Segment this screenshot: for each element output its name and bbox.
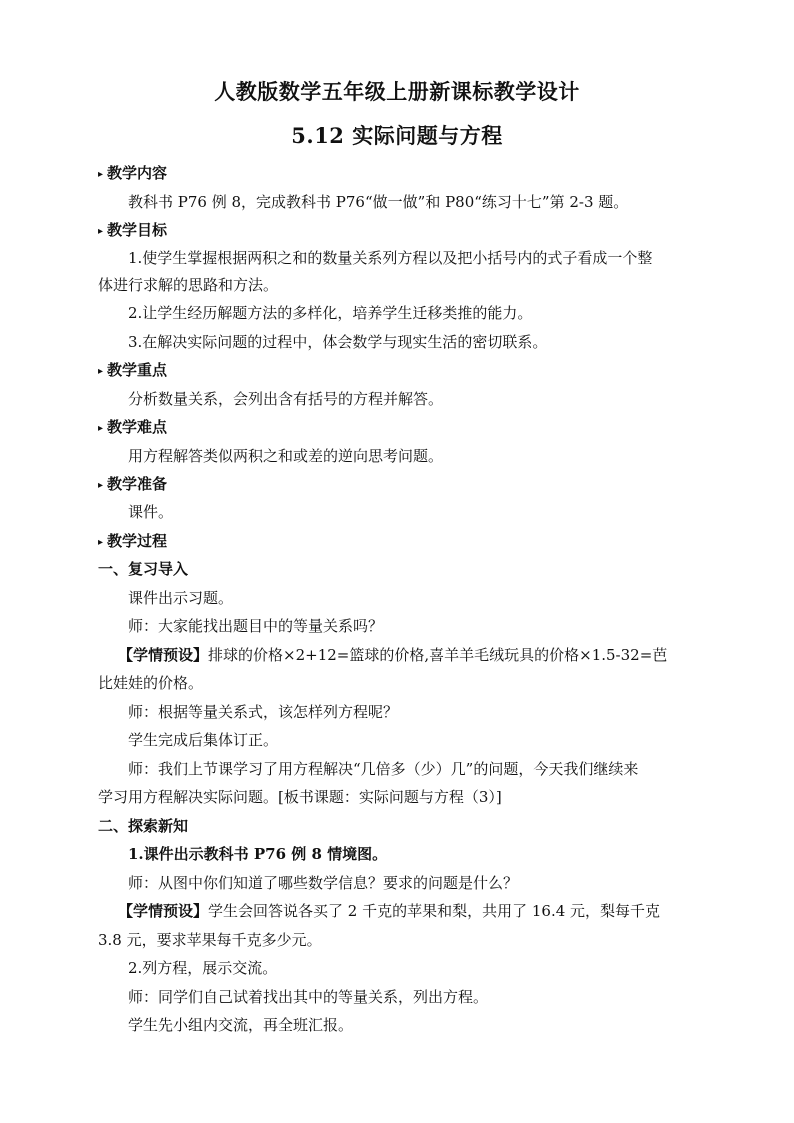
section-heading-process [98,531,698,553]
heading-text: 教学难点 [107,418,168,436]
difficult-text: 用方程解答类似两积之和或差的逆向思考问题。 [128,447,444,465]
part-1-line: 课件出示习题。 [128,589,234,607]
section-heading-key [98,360,698,382]
part-1-line: 师：根据等量关系式，该怎样列方程呢？ [128,703,399,721]
section-heading-prep [98,474,698,496]
section-heading-content [98,163,698,185]
preset-text: 排球的价格×2+12=篮球的价格,喜羊羊毛绒玩具的价格×1.5-32=芭 [208,646,668,664]
part-2-line: 师：从图中你们知道了哪些数学信息？要求的问题是什么？ [128,874,519,892]
part-1-line: 学生完成后集体订正。 [128,731,279,749]
section-heading-goals [98,220,698,242]
goal-1-line-2: 体进行求解的思路和方法。 [98,276,279,294]
triangle-bullet-icon: ▸ [98,423,104,434]
part-2-line: 2.列方程，展示交流。 [128,959,278,977]
part-2-subheading: 1.课件出示教科书 P76 例 8 情境图。 [128,845,388,863]
preset-tag: 【学情预设】 [118,646,209,664]
triangle-bullet-icon: ▸ [98,537,104,548]
part-2-heading: 二、探索新知 [98,817,189,835]
part-1-preset-line [118,645,698,665]
heading-text: 教学目标 [107,221,168,239]
triangle-bullet-icon: ▸ [98,226,104,237]
part-1-heading: 一、复习导入 [98,560,189,578]
preset-tag: 【学情预设】 [118,902,209,920]
part-2-line: 学生先小组内交流，再全班汇报。 [128,1016,354,1034]
goal-3: 3.在解决实际问题的过程中，体会数学与现实生活的密切联系。 [128,333,548,351]
key-text: 分析数量关系，会列出含有括号的方程并解答。 [128,390,444,408]
part-2-line: 师：同学们自己试着找出其中的等量关系，列出方程。 [128,988,489,1006]
section-heading-difficult [98,417,698,439]
heading-text: 教学重点 [107,361,168,379]
preset-text: 学生会回答说各买了 2 千克的苹果和梨，共用了 16.4 元，梨每千克 [208,902,661,920]
prep-text: 课件。 [128,503,174,521]
heading-text: 教学准备 [107,475,168,493]
heading-text: 教学过程 [107,532,168,550]
goal-2: 2.让学生经历解题方法的多样化，培养学生迁移类推的能力。 [128,304,533,322]
part-2-line: 3.8 元，要求苹果每千克多少元。 [98,931,322,949]
lesson-subtitle: 5.12 实际问题与方程 [291,123,503,148]
goal-1-line-1: 1.使学生掌握根据两积之和的数量关系列方程以及把小括号内的式子看成一个整 [128,249,653,267]
content-text: 教科书 P76 例 8，完成教科书 P76“做一做”和 P80“练习十七”第 2-3 题。 [128,193,629,211]
triangle-bullet-icon: ▸ [98,169,104,180]
part-1-line: 比娃娃的价格。 [98,674,204,692]
heading-text: 教学内容 [107,164,168,182]
part-1-line: 师：大家能找出题目中的等量关系吗？ [128,617,384,635]
document-title: 人教版数学五年级上册新课标教学设计 [214,79,580,104]
triangle-bullet-icon: ▸ [98,480,104,491]
triangle-bullet-icon: ▸ [98,366,104,377]
part-1-line: 师：我们上节课学习了用方程解决“几倍多（少）几”的问题，今天我们继续来 [128,760,639,778]
part-2-preset-line [118,901,698,921]
part-1-line: 学习用方程解决实际问题。[板书课题：实际问题与方程（3）] [98,788,502,806]
